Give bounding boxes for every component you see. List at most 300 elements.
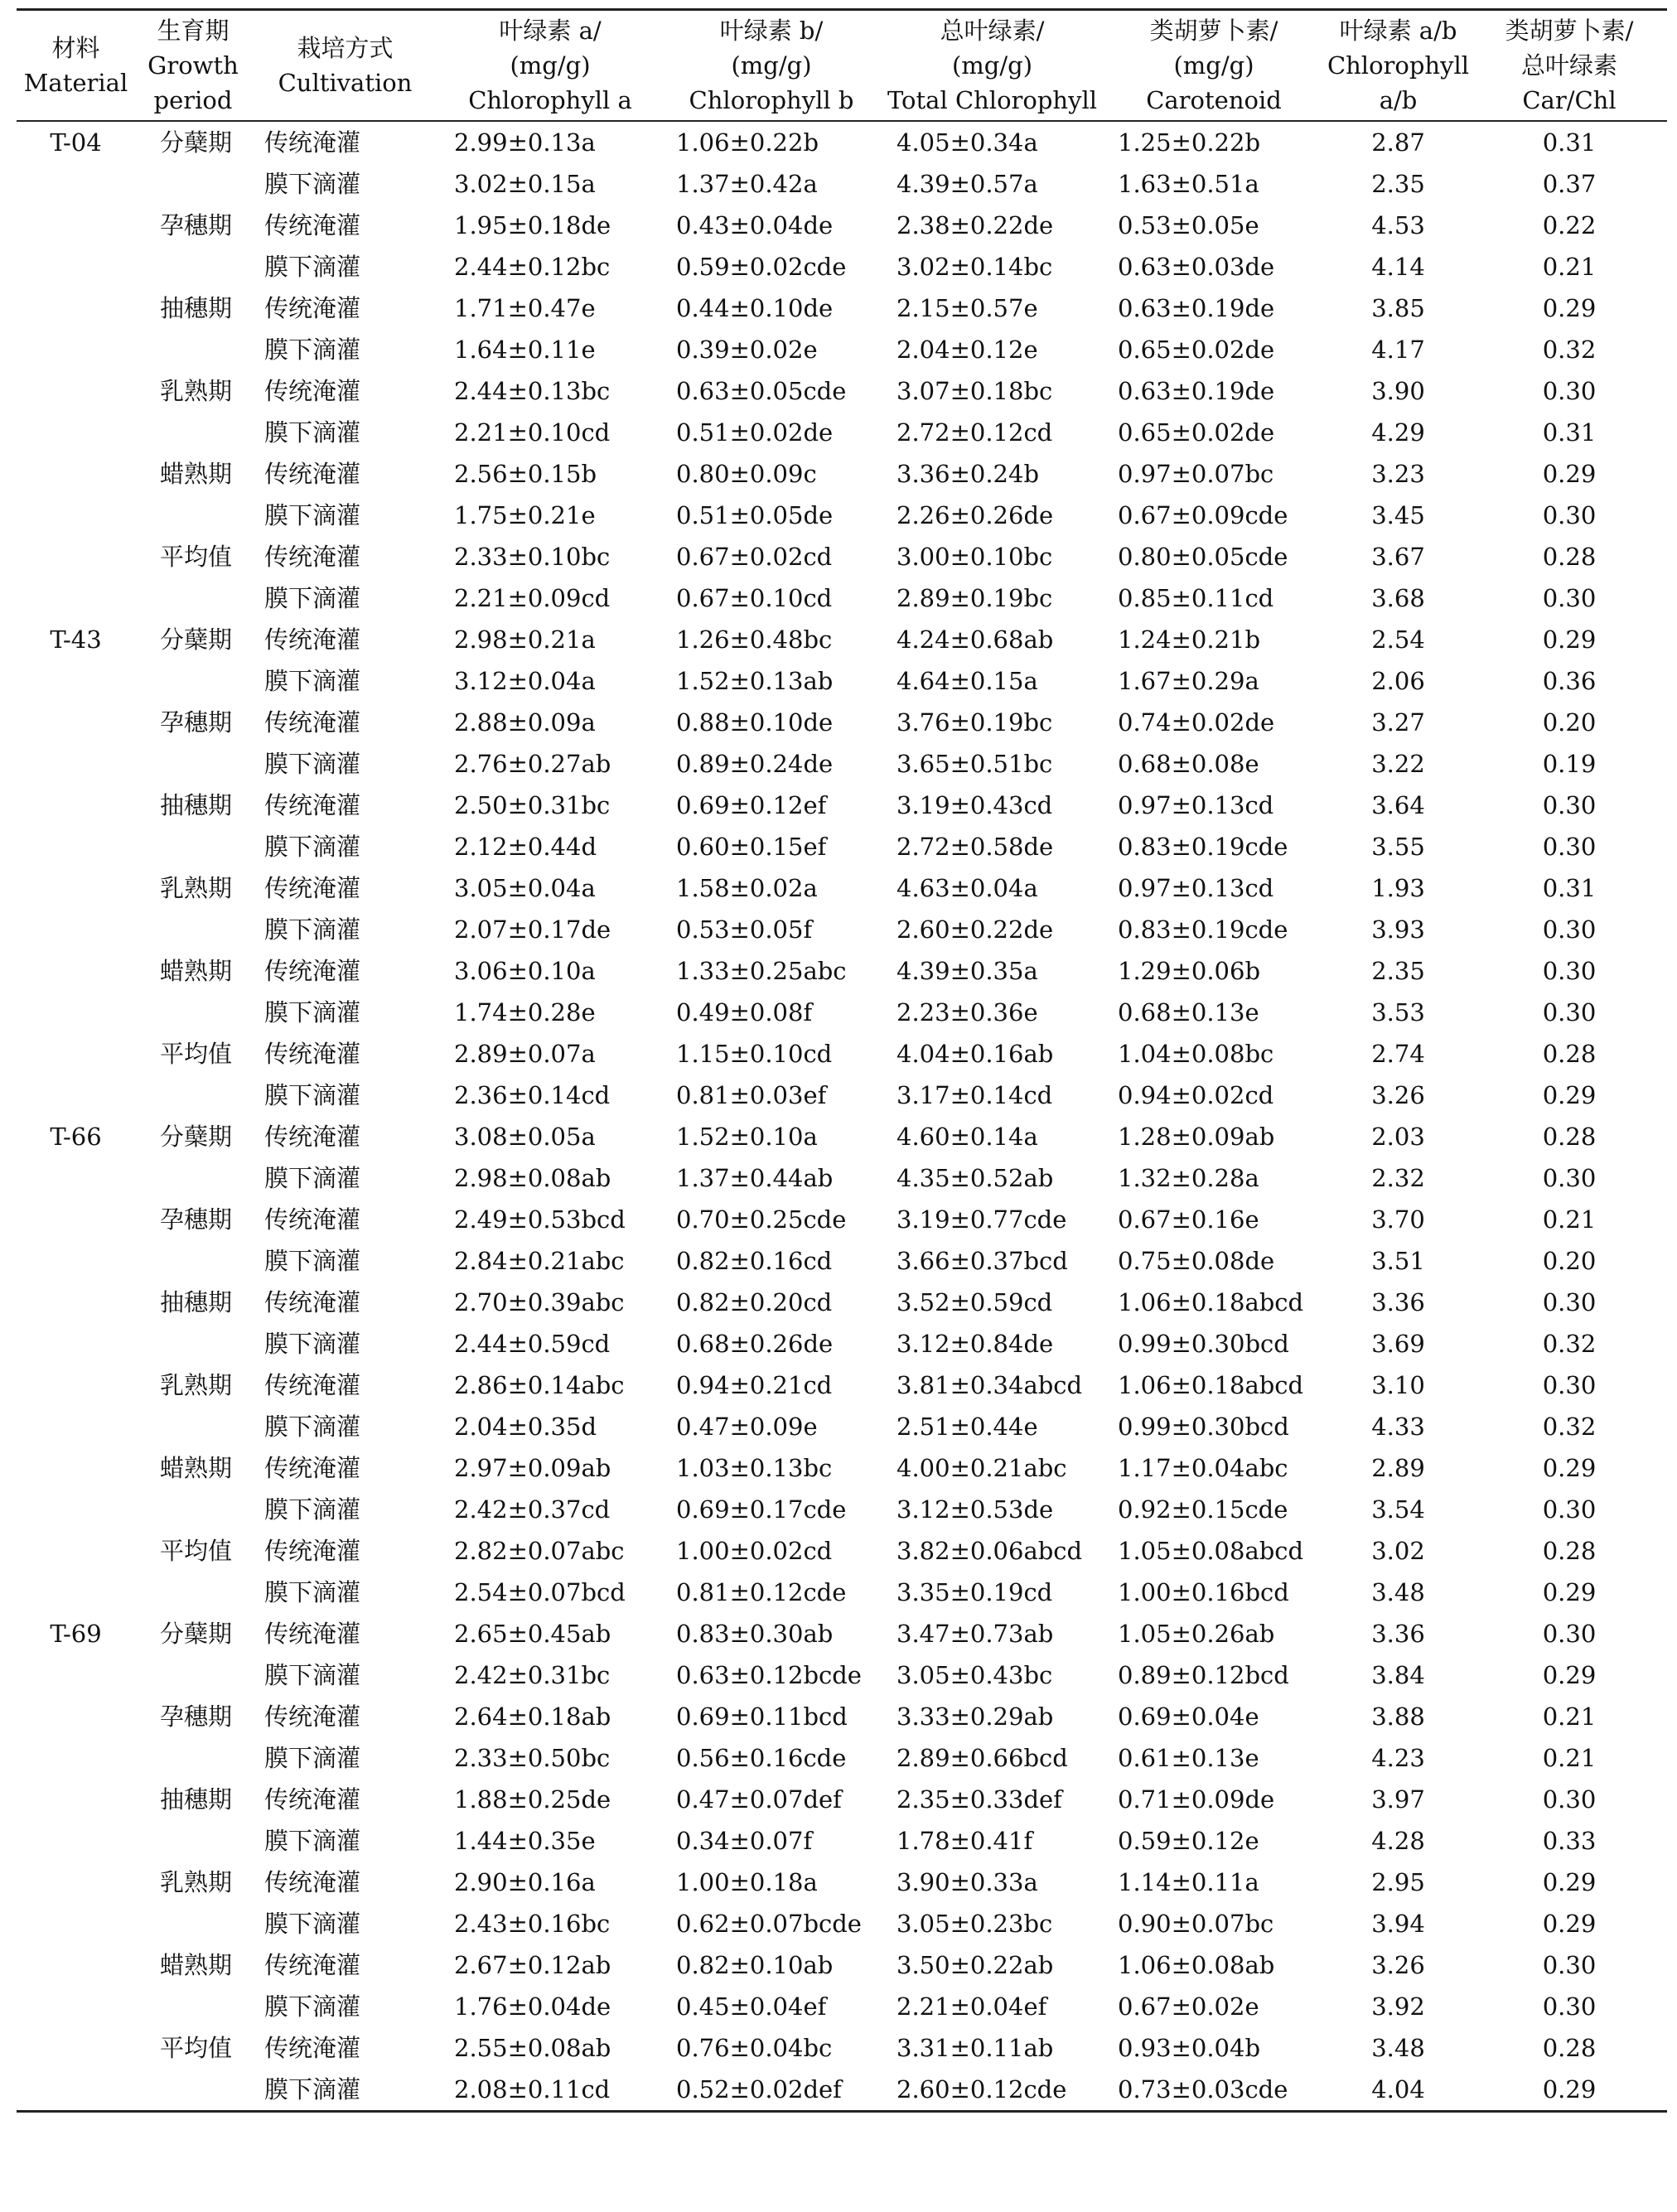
carotenoid-cell: 1.14±0.11a [1118,1868,1259,1896]
chlorophyll-b-cell: 0.63±0.05cde [676,377,847,405]
car-chl-cell: 0.28 [1542,1040,1597,1068]
car-chl-cell: 0.30 [1542,1288,1597,1316]
material-cell [17,1364,135,1406]
total-chlorophyll-cell: 4.39±0.35a [896,957,1038,985]
a-b-ratio-cell: 3.27 [1371,708,1425,737]
a-b-ratio-cell: 3.90 [1371,377,1425,405]
chlorophyll-a-cell: 1.74±0.28e [454,998,596,1026]
chlorophyll-b-cell: 0.60±0.15ef [676,833,827,861]
chlorophyll-a-cell: 2.55±0.08ab [454,2034,611,2062]
material-cell [17,287,135,329]
material-cell [17,453,135,495]
chlorophyll-b-cell: 0.59±0.02cde [676,253,847,281]
material-cell [17,867,135,909]
cultivation-cell: 膜下滴灌 [264,833,361,861]
cultivation-cell: 膜下滴灌 [264,667,361,695]
a-b-ratio-cell: 2.89 [1371,1454,1425,1482]
growth-period-cell: 抽穗期 [160,294,233,322]
chlorophyll-a-cell: 1.88±0.25de [454,1785,611,1814]
a-b-ratio-cell: 3.51 [1371,1247,1425,1275]
growth-period-cell [135,1406,251,1447]
chlorophyll-b-cell: 0.82±0.16cd [676,1247,833,1275]
total-chlorophyll-cell: 4.00±0.21abc [896,1454,1067,1482]
growth-period-cell: 平均值 [160,1537,233,1565]
growth-period-cell [135,1986,251,2027]
table-row [17,743,1667,785]
car-chl-cell: 0.29 [1542,1454,1597,1482]
cultivation-cell: 膜下滴灌 [264,1827,361,1855]
chlorophyll-a-cell: 2.56±0.15b [454,460,597,488]
cultivation-cell: 传统淹灌 [264,2034,361,2062]
a-b-ratio-cell: 3.69 [1371,1330,1425,1358]
column-header-zh: 叶绿素 a/b [1339,17,1457,45]
a-b-ratio-cell: 2.54 [1371,625,1425,654]
chlorophyll-a-cell: 2.44±0.59cd [454,1330,611,1358]
chlorophyll-a-cell: 2.76±0.27ab [454,750,611,778]
chlorophyll-b-cell: 0.69±0.11bcd [676,1702,848,1731]
carotenoid-cell: 0.63±0.19de [1118,377,1275,405]
table-row [17,660,1667,702]
material-cell [17,992,135,1033]
column-header [17,10,135,122]
chlorophyll-a-cell: 2.04±0.35d [454,1413,597,1441]
chlorophyll-b-cell: 0.53±0.05f [676,915,813,944]
chlorophyll-a-cell: 2.99±0.13a [454,128,596,157]
chlorophyll-b-cell: 0.47±0.09e [676,1413,818,1441]
carotenoid-cell: 1.17±0.04abc [1118,1454,1288,1482]
total-chlorophyll-cell: 3.82±0.06abcd [896,1537,1083,1565]
material-cell [17,163,135,205]
a-b-ratio-cell: 3.94 [1371,1910,1425,1938]
column-header-line: Cultivation [278,69,413,97]
column-header-zh: 叶绿素 a/ [499,17,602,45]
a-b-ratio-cell: 3.97 [1371,1785,1425,1814]
growth-period-cell: 孕穗期 [160,708,233,737]
total-chlorophyll-cell: 3.52±0.59cd [896,1288,1053,1316]
a-b-ratio-cell: 3.36 [1371,1288,1425,1316]
growth-period-cell: 乳熟期 [160,1868,233,1896]
material-cell [17,1986,135,2027]
material-cell [17,370,135,412]
total-chlorophyll-cell: 2.23±0.36e [896,998,1038,1026]
growth-period-cell: 平均值 [160,2034,233,2062]
material-cell [17,1489,135,1530]
a-b-ratio-cell: 3.02 [1371,1537,1425,1565]
cultivation-cell: 膜下滴灌 [264,1413,361,1441]
chlorophyll-b-cell: 0.62±0.07bcde [676,1910,862,1938]
carotenoid-cell: 0.83±0.19cde [1118,915,1288,944]
cultivation-cell: 膜下滴灌 [264,998,361,1026]
a-b-ratio-cell: 3.22 [1371,750,1425,778]
car-chl-cell: 0.28 [1542,1537,1597,1565]
a-b-ratio-cell: 3.26 [1371,1951,1425,1979]
cultivation-cell: 传统淹灌 [264,294,361,322]
growth-period-cell: 分蘖期 [160,625,233,654]
a-b-ratio-cell: 3.92 [1371,1992,1425,2021]
chlorophyll-a-cell: 2.21±0.10cd [454,418,611,447]
growth-period-cell [135,495,251,536]
total-chlorophyll-cell: 1.78±0.41f [896,1827,1033,1855]
total-chlorophyll-cell: 3.12±0.84de [896,1330,1054,1358]
a-b-ratio-cell: 1.93 [1371,874,1425,902]
total-chlorophyll-cell: 2.04±0.12e [896,336,1038,364]
total-chlorophyll-cell: 2.72±0.58de [896,833,1054,861]
table-row [17,1572,1667,1613]
carotenoid-cell: 0.75±0.08de [1118,1247,1275,1275]
growth-period-cell: 平均值 [160,1040,233,1068]
chlorophyll-b-cell: 0.81±0.03ef [676,1081,827,1109]
material-cell: T-66 [50,1123,102,1151]
chlorophyll-a-cell: 2.21±0.09cd [454,584,611,612]
car-chl-cell: 0.30 [1542,1371,1597,1399]
chlorophyll-b-cell: 1.15±0.10cd [676,1040,833,1068]
carotenoid-cell: 1.32±0.28a [1118,1164,1259,1192]
cultivation-cell: 膜下滴灌 [264,1661,361,1689]
material-cell [17,1323,135,1364]
growth-period-cell: 分蘖期 [160,1123,233,1151]
material-cell [17,1447,135,1489]
car-chl-cell: 0.30 [1542,791,1597,819]
material-cell [17,412,135,453]
cultivation-cell: 传统淹灌 [264,377,361,405]
header-row [17,10,1667,122]
cultivation-cell: 传统淹灌 [264,128,361,157]
a-b-ratio-cell: 3.55 [1371,833,1425,861]
material-cell [17,495,135,536]
carotenoid-cell: 0.68±0.13e [1118,998,1259,1026]
carotenoid-cell: 0.73±0.03cde [1118,2075,1288,2103]
cultivation-cell: 膜下滴灌 [264,1744,361,1772]
a-b-ratio-cell: 4.28 [1371,1827,1425,1855]
carotenoid-cell: 0.67±0.02e [1118,1992,1259,2021]
chlorophyll-a-cell: 2.44±0.13bc [454,377,611,405]
car-chl-cell: 0.30 [1542,998,1597,1026]
table-row [17,287,1667,329]
column-header-line: Car/Chl [1522,86,1617,114]
growth-period-cell [135,743,251,785]
growth-period-cell: 蜡熟期 [160,1454,233,1482]
chlorophyll-b-cell: 1.37±0.42a [676,170,818,198]
car-chl-cell: 0.21 [1542,1702,1597,1731]
carotenoid-cell: 1.05±0.08abcd [1118,1537,1304,1565]
carotenoid-cell: 1.00±0.16bcd [1118,1578,1289,1606]
column-header [1472,10,1667,122]
car-chl-cell: 0.30 [1542,833,1597,861]
material-cell [17,577,135,619]
a-b-ratio-cell: 3.64 [1371,791,1425,819]
material-cell [17,1406,135,1447]
carotenoid-cell: 0.89±0.12bcd [1118,1661,1289,1689]
table-row [17,1779,1667,1820]
growth-period-cell: 抽穗期 [160,791,233,819]
growth-period-cell [135,1489,251,1530]
material-cell [17,1820,135,1862]
material-cell [17,1157,135,1199]
a-b-ratio-cell: 3.85 [1371,294,1425,322]
table-row [17,495,1667,536]
column-header [135,10,251,122]
carotenoid-cell: 0.97±0.07bc [1118,460,1274,488]
chlorophyll-a-cell: 1.76±0.04de [454,1992,611,2021]
carotenoid-cell: 0.67±0.09cde [1118,501,1288,529]
column-header-line: Carotenoid [1146,86,1282,114]
cultivation-cell: 膜下滴灌 [264,501,361,529]
cultivation-cell: 传统淹灌 [264,1454,361,1482]
carotenoid-cell: 0.65±0.02de [1118,336,1275,364]
material-cell [17,785,135,826]
total-chlorophyll-cell: 3.05±0.23bc [896,1910,1053,1938]
chlorophyll-b-cell: 1.33±0.25abc [676,957,847,985]
growth-period-cell [135,246,251,287]
carotenoid-cell: 1.06±0.18abcd [1118,1288,1304,1316]
chlorophyll-b-cell: 1.52±0.10a [676,1123,818,1151]
car-chl-cell: 0.36 [1542,667,1597,695]
growth-period-cell [135,826,251,867]
column-header-line: (mg/g) [1173,51,1254,80]
car-chl-cell: 0.30 [1542,1164,1597,1192]
a-b-ratio-cell: 4.23 [1371,1744,1425,1772]
total-chlorophyll-cell: 2.72±0.12cd [896,418,1053,447]
cultivation-cell: 膜下滴灌 [264,1330,361,1358]
car-chl-cell: 0.32 [1542,1413,1597,1441]
growth-period-cell [135,909,251,950]
column-header-zh: 类胡萝卜素/ [1149,17,1278,45]
chlorophyll-a-cell: 2.98±0.08ab [454,1164,611,1192]
a-b-ratio-cell: 2.06 [1371,667,1425,695]
chlorophyll-a-cell: 2.70±0.39abc [454,1288,625,1316]
material-cell [17,1199,135,1240]
total-chlorophyll-cell: 2.60±0.22de [896,915,1054,944]
growth-period-cell [135,1903,251,1944]
car-chl-cell: 0.30 [1542,584,1597,612]
chlorophyll-b-cell: 1.26±0.48bc [676,625,833,654]
carotenoid-cell: 1.04±0.08bc [1118,1040,1274,1068]
car-chl-cell: 0.30 [1542,1620,1597,1648]
chlorophyll-a-cell: 2.97±0.09ab [454,1454,611,1482]
table-row [17,1323,1667,1364]
carotenoid-cell: 0.99±0.30bcd [1118,1413,1289,1441]
growth-period-cell: 乳熟期 [160,377,233,405]
table-row [17,1944,1667,1986]
total-chlorophyll-cell: 3.65±0.51bc [896,750,1053,778]
cultivation-cell: 传统淹灌 [264,1868,361,1896]
car-chl-cell: 0.31 [1542,418,1597,447]
material-cell [17,1033,135,1075]
material-cell [17,205,135,246]
car-chl-cell: 0.30 [1542,1992,1597,2021]
car-chl-cell: 0.29 [1542,1578,1597,1606]
material-cell [17,1696,135,1737]
a-b-ratio-cell: 3.45 [1371,501,1425,529]
total-chlorophyll-cell: 4.24±0.68ab [896,625,1054,654]
material-cell: T-43 [50,625,102,654]
table-row [17,992,1667,1033]
material-cell [17,1240,135,1282]
cultivation-cell: 膜下滴灌 [264,1578,361,1606]
material-cell [17,1282,135,1323]
table-row [17,1654,1667,1696]
car-chl-cell: 0.30 [1542,501,1597,529]
material-cell [17,826,135,867]
carotenoid-cell: 0.67±0.16e [1118,1205,1259,1234]
total-chlorophyll-cell: 3.05±0.43bc [896,1661,1053,1689]
chlorophyll-b-cell: 0.51±0.05de [676,501,834,529]
column-header [251,10,439,122]
table-row [17,453,1667,495]
chlorophyll-a-cell: 2.44±0.12bc [454,253,611,281]
car-chl-cell: 0.21 [1542,253,1597,281]
car-chl-cell: 0.30 [1542,1951,1597,1979]
material-cell [17,1654,135,1696]
a-b-ratio-cell: 2.35 [1371,170,1425,198]
chlorophyll-a-cell: 2.86±0.14abc [454,1371,625,1399]
column-header [882,10,1103,122]
column-header-line: Chlorophyll a [468,86,632,114]
carotenoid-cell: 0.68±0.08e [1118,750,1259,778]
chlorophyll-b-cell: 1.03±0.13bc [676,1454,833,1482]
chlorophyll-b-cell: 1.37±0.44ab [676,1164,834,1192]
table-row [17,1820,1667,1862]
chlorophyll-b-cell: 0.39±0.02e [676,336,818,364]
table-row [17,1075,1667,1116]
table-row [17,121,1667,163]
cultivation-cell: 传统淹灌 [264,211,361,239]
cultivation-cell: 膜下滴灌 [264,584,361,612]
column-header-line: (mg/g) [731,51,812,80]
a-b-ratio-cell: 3.23 [1371,460,1425,488]
cultivation-cell: 传统淹灌 [264,543,361,571]
chlorophyll-a-cell: 1.64±0.11e [454,336,596,364]
column-header [1325,10,1472,122]
car-chl-cell: 0.20 [1542,708,1597,737]
chlorophyll-a-cell: 2.98±0.21a [454,625,596,654]
chlorophyll-b-cell: 0.89±0.24de [676,750,834,778]
table-row [17,1903,1667,1944]
total-chlorophyll-cell: 3.31±0.11ab [896,2034,1054,2062]
carotenoid-cell: 0.74±0.02de [1118,708,1275,737]
material-cell [17,2069,135,2112]
a-b-ratio-cell: 3.10 [1371,1371,1425,1399]
material-cell [17,702,135,743]
chlorophyll-b-cell: 1.00±0.02cd [676,1537,833,1565]
chlorophyll-a-cell: 2.67±0.12ab [454,1951,611,1979]
total-chlorophyll-cell: 3.00±0.10bc [896,543,1053,571]
total-chlorophyll-cell: 3.33±0.29ab [896,1702,1054,1731]
carotenoid-cell: 0.97±0.13cd [1118,791,1274,819]
chlorophyll-a-cell: 1.75±0.21e [454,501,596,529]
cultivation-cell: 膜下滴灌 [264,1495,361,1524]
car-chl-cell: 0.21 [1542,1744,1597,1772]
column-header-line: Total Chlorophyll [887,86,1098,114]
a-b-ratio-cell: 2.03 [1371,1123,1425,1151]
table-row [17,619,1667,660]
carotenoid-cell: 0.99±0.30bcd [1118,1330,1289,1358]
a-b-ratio-cell: 3.26 [1371,1081,1425,1109]
column-header-zh: 材料 [51,34,100,62]
cultivation-cell: 膜下滴灌 [264,1247,361,1275]
table-row [17,1696,1667,1737]
column-header [1103,10,1325,122]
cultivation-cell: 传统淹灌 [264,1702,361,1731]
table-row [17,1447,1667,1489]
chlorophyll-a-cell: 2.43±0.16bc [454,1910,611,1938]
column-header [439,10,661,122]
cultivation-cell: 传统淹灌 [264,460,361,488]
cultivation-cell: 传统淹灌 [264,1040,361,1068]
chlorophyll-a-cell: 3.06±0.10a [454,957,596,985]
growth-period-cell [135,1240,251,1282]
growth-period-cell: 蜡熟期 [160,957,233,985]
table-row [17,370,1667,412]
chlorophyll-a-cell: 2.82±0.07abc [454,1537,625,1565]
growth-period-cell [135,1323,251,1364]
growth-period-cell: 抽穗期 [160,1785,233,1814]
cultivation-cell: 膜下滴灌 [264,336,361,364]
growth-period-cell [135,1075,251,1116]
total-chlorophyll-cell: 4.60±0.14a [896,1123,1038,1151]
car-chl-cell: 0.31 [1542,874,1597,902]
material-cell [17,660,135,702]
car-chl-cell: 0.29 [1542,460,1597,488]
total-chlorophyll-cell: 3.12±0.53de [896,1495,1054,1524]
cultivation-cell: 传统淹灌 [264,791,361,819]
chlorophyll-b-cell: 0.63±0.12bcde [676,1661,862,1689]
car-chl-cell: 0.28 [1542,2034,1597,2062]
total-chlorophyll-cell: 3.35±0.19cd [896,1578,1053,1606]
chlorophyll-b-cell: 0.45±0.04ef [676,1992,827,2021]
table-row [17,1862,1667,1903]
chlorophyll-b-cell: 0.69±0.17cde [676,1495,847,1524]
chlorophyll-b-cell: 1.52±0.13ab [676,667,834,695]
table-row [17,1986,1667,2027]
growth-period-cell [135,329,251,370]
a-b-ratio-cell: 3.48 [1371,2034,1425,2062]
cultivation-cell: 传统淹灌 [264,874,361,902]
chlorophyll-a-cell: 2.90±0.16a [454,1868,596,1896]
a-b-ratio-cell: 4.17 [1371,336,1425,364]
material-cell [17,1944,135,1986]
column-header-line: (mg/g) [951,51,1033,80]
material-cell [17,1572,135,1613]
total-chlorophyll-cell: 2.89±0.19bc [896,584,1053,612]
growth-period-cell: 平均值 [160,543,233,571]
material-cell [17,246,135,287]
cultivation-cell: 传统淹灌 [264,1205,361,1234]
table-row [17,577,1667,619]
a-b-ratio-cell: 2.95 [1371,1868,1425,1896]
a-b-ratio-cell: 2.87 [1371,128,1425,157]
car-chl-cell: 0.20 [1542,1247,1597,1275]
column-header-line: 总叶绿素 [1520,51,1617,80]
column-header-line: Chlorophyll b [689,86,854,114]
carotenoid-cell: 1.06±0.08ab [1118,1951,1275,1979]
chlorophyll-a-cell: 2.49±0.53bcd [454,1205,626,1234]
growth-period-cell: 分蘖期 [160,128,233,157]
growth-period-cell: 孕穗期 [160,211,233,239]
total-chlorophyll-cell: 3.81±0.34abcd [896,1371,1083,1399]
material-cell: T-04 [50,128,102,157]
table-row [17,1157,1667,1199]
chlorophyll-a-cell: 2.89±0.07a [454,1040,596,1068]
car-chl-cell: 0.29 [1542,1081,1597,1109]
column-header-line: (mg/g) [510,51,591,80]
chlorophyll-a-cell: 3.08±0.05a [454,1123,596,1151]
car-chl-cell: 0.30 [1542,957,1597,985]
chlorophyll-a-cell: 2.33±0.50bc [454,1744,611,1772]
cultivation-cell: 膜下滴灌 [264,170,361,198]
total-chlorophyll-cell: 2.51±0.44e [896,1413,1038,1441]
chlorophyll-a-cell: 1.95±0.18de [454,211,611,239]
